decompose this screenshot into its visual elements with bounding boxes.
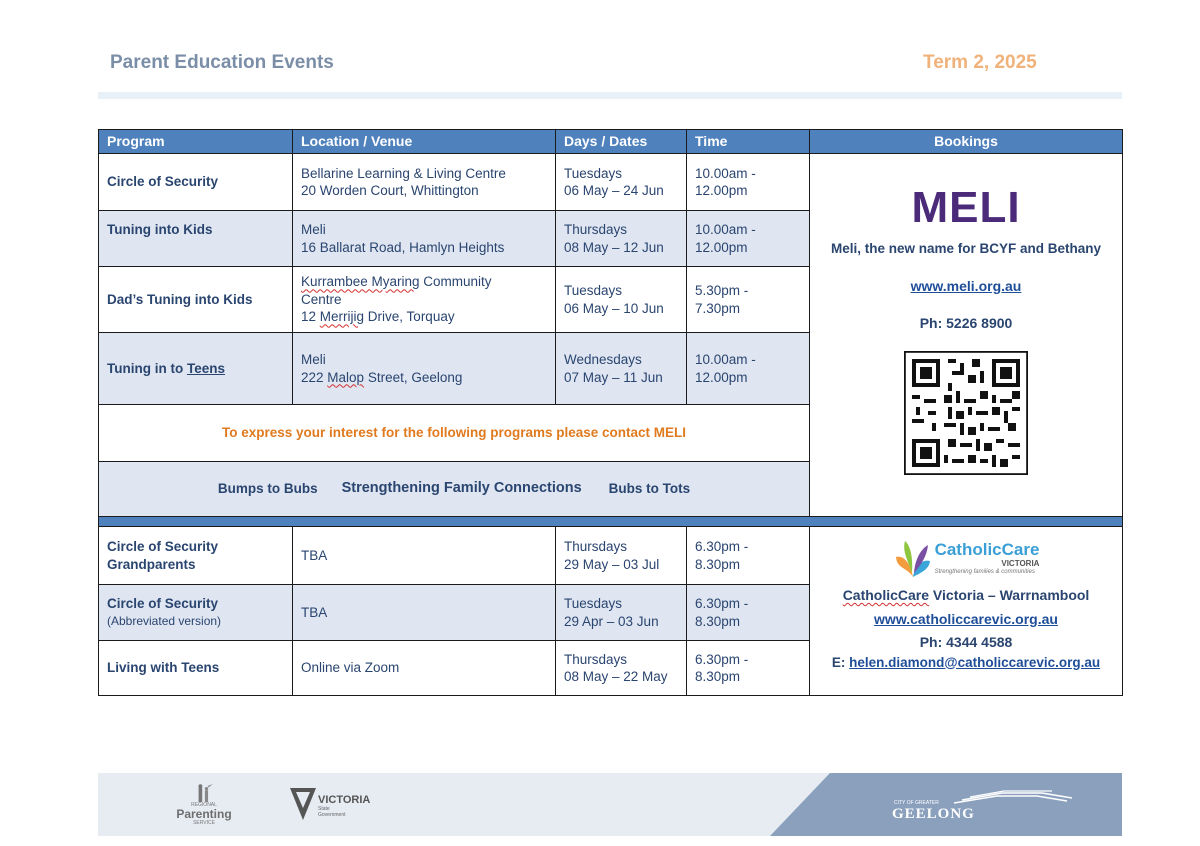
venue-address bbox=[301, 308, 547, 326]
venue-address: 16 Ballarat Road, Hamlyn Heights bbox=[301, 239, 505, 255]
address-part: 222 bbox=[301, 369, 328, 385]
table-row-time bbox=[686, 332, 810, 405]
col-header-location: Location / Venue bbox=[292, 129, 556, 154]
address-part: Malop bbox=[327, 369, 365, 385]
meli-phone: Ph: 5226 8900 bbox=[919, 315, 1013, 331]
interest-program: Bumps to Bubs bbox=[217, 481, 318, 497]
dates: 06 May – 10 Jun bbox=[564, 300, 664, 316]
program-name: Circle of Security bbox=[107, 539, 219, 554]
time-start: 6.30pm - bbox=[695, 651, 749, 667]
victoria-v-icon bbox=[290, 788, 316, 820]
victoria-name: VICTORIA bbox=[318, 794, 371, 806]
catholiccare-logo-sub: VICTORIA bbox=[1001, 558, 1040, 568]
meli-info bbox=[810, 184, 1122, 475]
catholiccare-logo bbox=[893, 537, 1040, 579]
table-row-dates bbox=[555, 332, 687, 405]
table-row-time bbox=[686, 210, 810, 267]
table-row-dates bbox=[555, 640, 687, 696]
interest-note: To express your interest for the following programs please contact MELI bbox=[98, 404, 810, 462]
bookings-catholiccare bbox=[809, 526, 1123, 696]
time-start: 5.30pm - bbox=[695, 283, 749, 298]
days: Thursdays bbox=[564, 539, 628, 554]
email-prefix: E: bbox=[831, 654, 850, 670]
address-part: 12 bbox=[301, 309, 320, 325]
venue-name-cont: Centre bbox=[301, 291, 342, 307]
catholiccare-email-link[interactable]: helen.diamond@catholiccarevic.org.au bbox=[849, 654, 1101, 670]
time-end: 12.00pm bbox=[695, 369, 748, 385]
days: Thursdays bbox=[564, 222, 628, 237]
catholiccare-name bbox=[843, 587, 1090, 605]
venue-name: Meli bbox=[301, 222, 326, 237]
table-row-dates bbox=[555, 153, 687, 211]
victoria-sub2: Government bbox=[318, 812, 346, 818]
program-name-part: Tuning in to bbox=[107, 360, 187, 376]
time-start: 10.00am - bbox=[695, 165, 756, 181]
days: Tuesdays bbox=[564, 165, 623, 181]
table-row-location: TBA bbox=[292, 526, 556, 585]
parenting-small: REGIONAL bbox=[191, 802, 217, 808]
catholiccare-logo-name: CatholicCare bbox=[934, 539, 1040, 559]
venue-name-part: Kurrambee Myaring bbox=[301, 274, 420, 290]
table-row-program bbox=[98, 526, 293, 585]
time-end: 7.30pm bbox=[695, 300, 741, 316]
table-row-dates bbox=[555, 584, 687, 641]
table-row-location bbox=[292, 266, 556, 333]
venue-name: Bellarine Learning & Living Centre bbox=[301, 165, 506, 181]
parenting-sub: SERVICE bbox=[193, 820, 215, 826]
page-title: Parent Education Events bbox=[110, 52, 334, 73]
col-header-bookings: Bookings bbox=[809, 129, 1123, 154]
venue-name: Meli bbox=[301, 352, 326, 367]
dates: 06 May – 24 Jun bbox=[564, 183, 664, 198]
program-name: Circle of Security bbox=[107, 596, 219, 611]
table-row-location bbox=[292, 210, 556, 267]
venue-name-part: Community bbox=[419, 274, 492, 290]
time-end: 8.30pm bbox=[695, 669, 741, 684]
program-name-part: Teens bbox=[186, 360, 225, 376]
table-row-program: Tuning into Kids bbox=[98, 210, 293, 267]
venue-name bbox=[301, 273, 547, 291]
catholiccare-phone: Ph: 4344 4588 bbox=[919, 634, 1013, 650]
table-row-program: Dad’s Tuning into Kids bbox=[98, 266, 293, 333]
geelong-small: CITY OF GREATER bbox=[894, 800, 939, 806]
program-name bbox=[107, 360, 284, 378]
catholiccare-email-line bbox=[832, 654, 1100, 672]
interest-program: Bubs to Tots bbox=[608, 481, 691, 497]
dates: 07 May – 11 Jun bbox=[564, 369, 663, 385]
header-divider bbox=[98, 92, 1122, 99]
bookings-meli bbox=[809, 153, 1123, 517]
col-header-dates: Days / Dates bbox=[555, 129, 687, 154]
geelong-logo bbox=[892, 790, 1082, 826]
days: Tuesdays bbox=[564, 283, 623, 298]
program-note: (Abbreviated version) bbox=[107, 613, 222, 628]
table-row-location bbox=[292, 332, 556, 405]
days: Wednesdays bbox=[564, 352, 642, 367]
table-row-program: Circle of Security bbox=[98, 153, 293, 211]
interest-program: Strengthening Family Connections bbox=[341, 480, 582, 497]
victoria-govt-logo bbox=[290, 788, 370, 820]
col-header-time: Time bbox=[686, 129, 810, 154]
time-start: 6.30pm - bbox=[695, 539, 749, 554]
dates: 08 May – 12 Jun bbox=[564, 239, 664, 255]
catholiccare-info bbox=[810, 537, 1122, 671]
table-row-dates bbox=[555, 266, 687, 333]
table-row-location bbox=[292, 153, 556, 211]
family-figures-icon bbox=[192, 784, 216, 802]
qr-code-icon[interactable] bbox=[904, 351, 1028, 475]
time-end: 12.00pm bbox=[695, 239, 748, 255]
interest-programs bbox=[98, 461, 810, 517]
meli-tagline: Meli, the new name for BCYF and Bethany bbox=[830, 241, 1102, 256]
venue-address: 20 Worden Court, Whittington bbox=[301, 183, 479, 198]
table-row-time bbox=[686, 584, 810, 641]
geelong-name: GEELONG bbox=[892, 806, 975, 822]
dates: 29 Apr – 03 Jun bbox=[564, 613, 659, 629]
table-row-time bbox=[686, 153, 810, 211]
catholiccare-name-part: CatholicCare bbox=[842, 587, 930, 603]
table-row-location: TBA bbox=[292, 584, 556, 641]
address-part: Drive, Torquay bbox=[364, 309, 455, 325]
catholiccare-name-part: Victoria – Warrnambool bbox=[929, 587, 1090, 603]
program-name-cont: Grandparents bbox=[107, 556, 196, 572]
time-start: 6.30pm - bbox=[695, 596, 749, 611]
table-row-dates bbox=[555, 526, 687, 585]
days: Tuesdays bbox=[564, 596, 623, 611]
time-end: 8.30pm bbox=[695, 556, 741, 572]
table-row-program bbox=[98, 584, 293, 641]
days: Thursdays bbox=[564, 651, 628, 667]
table-row-program: Living with Teens bbox=[98, 640, 293, 696]
dates: 08 May – 22 May bbox=[564, 669, 668, 684]
time-end: 12.00pm bbox=[695, 183, 748, 198]
meli-website-link[interactable]: www.meli.org.au bbox=[910, 277, 1022, 294]
meli-logo: MELI bbox=[911, 183, 1021, 232]
time-end: 8.30pm bbox=[695, 613, 741, 629]
catholiccare-butterfly-icon bbox=[893, 537, 933, 579]
table-row-time bbox=[686, 526, 810, 585]
table-row-time bbox=[686, 640, 810, 696]
catholiccare-logo-tag: Strengthening families & communities bbox=[934, 568, 1035, 575]
table-row-dates bbox=[555, 210, 687, 267]
parenting-name: Parenting bbox=[176, 807, 232, 821]
time-start: 10.00am - bbox=[695, 222, 756, 237]
address-part: Merrijig bbox=[319, 309, 365, 325]
address-part: Street, Geelong bbox=[364, 369, 463, 385]
venue-address bbox=[301, 369, 547, 387]
table-row-time bbox=[686, 266, 810, 333]
table-row-program bbox=[98, 332, 293, 405]
parenting-logo bbox=[174, 784, 234, 826]
time-start: 10.00am - bbox=[695, 352, 756, 367]
col-header-program: Program bbox=[98, 129, 293, 154]
table-row-location: Online via Zoom bbox=[292, 640, 556, 696]
victoria-sub1: State bbox=[318, 806, 330, 812]
term-label: Term 2, 2025 bbox=[923, 52, 1037, 73]
catholiccare-website-link[interactable]: www.catholiccarevic.org.au bbox=[874, 610, 1058, 627]
dates: 29 May – 03 Jul bbox=[564, 556, 660, 572]
